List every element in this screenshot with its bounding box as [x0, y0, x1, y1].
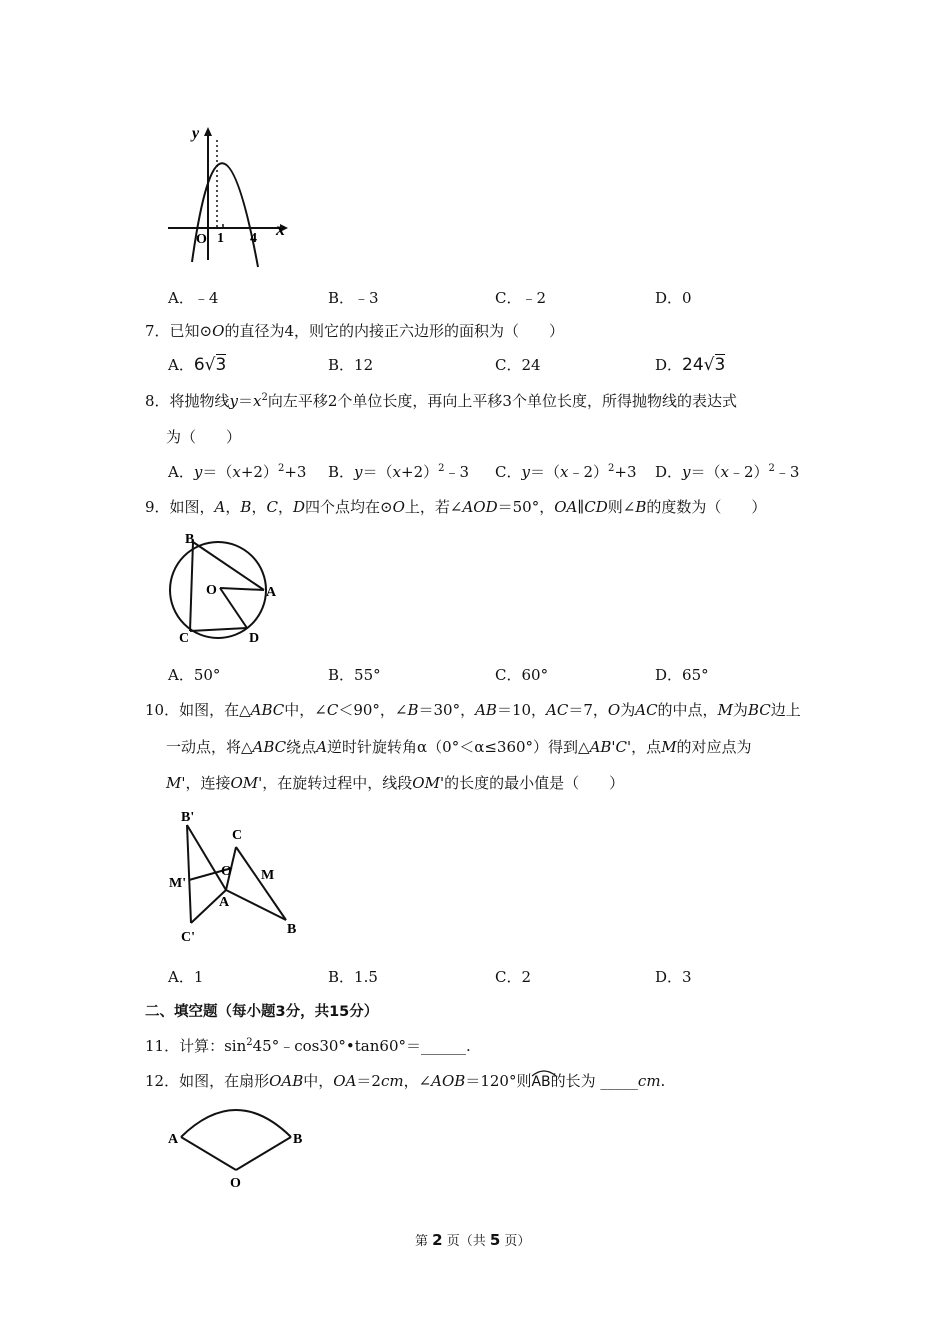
- q10-option-d: D．3: [655, 968, 692, 986]
- radius-oa: [220, 588, 264, 590]
- label-c: C: [232, 828, 243, 843]
- q9-option-b: B．55°: [328, 666, 381, 684]
- q7-stem: 7．已知⊙O的直径为4，则它的内接正六边形的面积为（ ）: [145, 322, 564, 340]
- arc-ab: [181, 1110, 291, 1137]
- q6-option-b: B．﹣3: [328, 289, 379, 307]
- label-b: B: [293, 1132, 303, 1147]
- q10-option-a: A．1: [168, 968, 204, 986]
- chord-ba: [193, 542, 264, 590]
- x-label: x: [276, 219, 285, 239]
- q12-stem: 12．如图，在扇形OAB中，OA＝2cm，∠AOB＝120°则 AB的长为 _____cm.: [145, 1072, 666, 1090]
- q7-option-d: D．24√3: [655, 355, 726, 375]
- label-c': C': [181, 930, 195, 945]
- q12-answer-blank[interactable]: _____: [600, 1072, 638, 1090]
- label-o: O: [221, 864, 232, 879]
- label-a: A: [168, 1132, 179, 1147]
- q6-option-c: C．﹣2: [495, 289, 547, 307]
- radius-ob: [236, 1137, 291, 1170]
- label-m': M': [169, 876, 187, 891]
- q11-stem: 11．计算：$\sin^245^\circ﹣\cos 30^\circ•\tan 60^\circ=\_\_\_\_\_\_$.: [145, 1037, 471, 1055]
- q8-option-b: B．$y=(x+2)^2﹣3$: [328, 463, 470, 481]
- radius-od: [220, 588, 247, 628]
- one-label: 1: [217, 231, 224, 246]
- q10-stem-line3: M'，连接OM'，在旋转过程中，线段OM'的长度的最小值是（ ）: [166, 774, 625, 792]
- parabola-curve: [192, 163, 258, 267]
- y-axis-arrow: [204, 127, 212, 136]
- q9-stem: 9．如图，A，B，C，D四个点均在⊙O上，若∠AOD＝50°，OA∥CD则∠B的度数为（ ）: [145, 498, 767, 516]
- q6-option-d: D．0: [655, 289, 692, 307]
- section-2-title: 二、填空题（每小题3分，共15分）: [145, 1004, 379, 1020]
- q10-option-c: C．2: [495, 968, 532, 986]
- label-m: M: [261, 868, 275, 883]
- y-label: y: [192, 125, 200, 142]
- q10-rotation-figure: [165, 805, 315, 945]
- q8-option-a: A．$y=(x+2)^2+3$: [168, 463, 307, 481]
- chord-bc: [190, 542, 193, 631]
- q9-option-d: D．65°: [655, 666, 709, 684]
- label-a: A: [219, 895, 230, 910]
- q10-option-b: B．1.5: [328, 968, 378, 986]
- q7-option-c: C．24: [495, 356, 541, 374]
- q8-option-d: D．y＝（x﹣2）$^2$﹣3: [655, 463, 800, 481]
- side-cb: [236, 847, 286, 920]
- q11-answer-blank[interactable]: ______: [421, 1037, 466, 1055]
- label-d: D: [249, 631, 260, 646]
- arc-ab-notation: AB: [531, 1072, 550, 1090]
- q8-option-c: C．y＝（x﹣2）$^2$+3: [495, 463, 637, 481]
- label-c: C: [179, 631, 190, 646]
- origin-label: O: [196, 232, 207, 247]
- page-footer: 第 2 页（共 5 页）: [415, 1231, 531, 1249]
- four-label: 4: [250, 231, 257, 246]
- parabola-graph: [160, 122, 300, 267]
- q9-circle-figure: [160, 528, 290, 648]
- label-a: A: [266, 585, 277, 600]
- q9-option-a: A．50°: [168, 666, 221, 684]
- radius-oa: [181, 1137, 236, 1170]
- q9-option-c: C．60°: [495, 666, 549, 684]
- q10-stem-line1: 10．如图，在△ABC中，∠C＜90°，∠B＝30°，AB＝10，AC＝7，O为AC的中点，M为BC边上: [145, 701, 801, 719]
- q12-sector-figure: [165, 1100, 315, 1195]
- q6-option-a: A．﹣4: [168, 289, 219, 307]
- label-o: O: [206, 583, 217, 598]
- label-b': B': [181, 810, 195, 825]
- q7-option-a: A．6√3: [168, 355, 227, 375]
- q7-option-b: B．12: [328, 356, 374, 374]
- chord-cd: [190, 628, 247, 631]
- q8-stem-line1: 8．将抛物线$y=x^2$向左平移2个单位长度，再向上平移3个单位长度，所得抛物线的表达式: [145, 392, 737, 410]
- label-b: B: [185, 532, 195, 547]
- q8-stem-line2: 为（ ）: [166, 428, 242, 446]
- side-b'c': [187, 825, 191, 923]
- side-b'a: [187, 825, 226, 890]
- q10-stem-line2: 一动点，将△ABC绕点A逆时针旋转角α（0°＜α≤360°）得到△AB'C'，点M的对应点为: [166, 738, 752, 756]
- side-ab: [226, 890, 286, 920]
- label-b: B: [287, 922, 297, 937]
- label-o: O: [230, 1176, 241, 1191]
